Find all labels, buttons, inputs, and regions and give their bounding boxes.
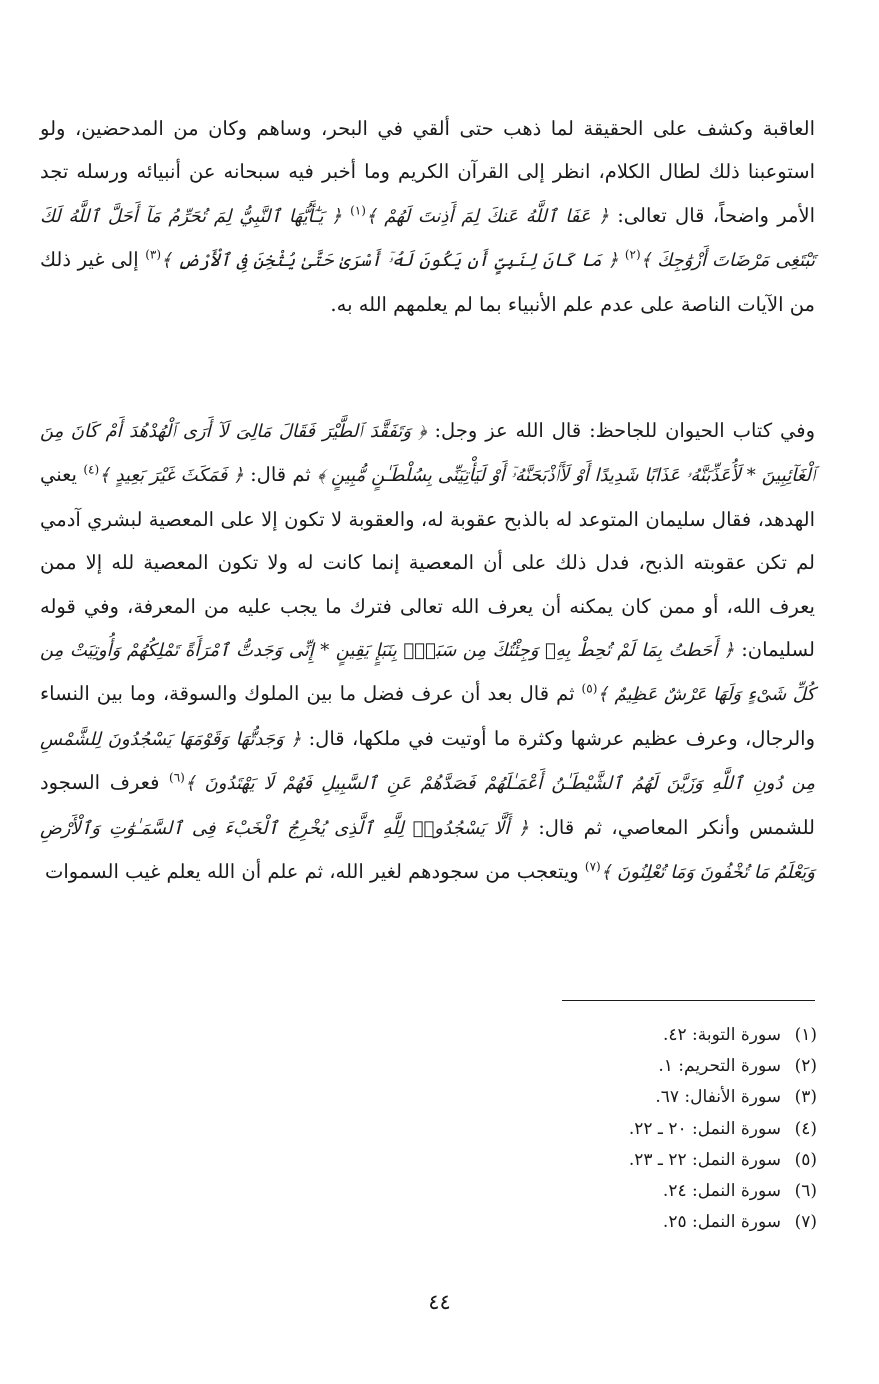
body-paragraph-2 bbox=[40, 409, 815, 894]
footnote-number: (٥) bbox=[794, 1149, 817, 1170]
quran-verse: ﴿ فَمَكَثَ غَيْرَ بَعِيدٍ ﴾ bbox=[99, 465, 244, 487]
footnote-item bbox=[417, 1114, 817, 1145]
footnote-number: (٧) bbox=[794, 1212, 817, 1233]
footnote-item bbox=[417, 1207, 817, 1238]
footnote-item bbox=[417, 1051, 817, 1082]
footnote-number: (٢) bbox=[794, 1056, 817, 1077]
footnote-number: (٦) bbox=[794, 1181, 817, 1202]
footnote-text: سورة النمل: ٢٢ ـ ٢٣. bbox=[628, 1149, 781, 1170]
paragraph-text: فعرف السجود للشمس وأنكر المعاصي، ثم قال: bbox=[40, 771, 815, 839]
page-number: ٤٤ bbox=[428, 1290, 451, 1314]
footnote-text: سورة التحريم: ١. bbox=[658, 1056, 781, 1077]
footnote-divider bbox=[562, 1000, 815, 1001]
quran-verse: ﴿ يَـٰٓأَيُّهَا ٱلنَّبِيُّ لِمَ تُحَرِّمُ مَآ أَحَلَّ ٱللَّهُ لَكَ تَبْتَغِى مَرْضَاتَ أَزْوَٰجِكَ ﴾ bbox=[40, 205, 815, 272]
paragraph-text: إلى غير ذلك من الآيات الناصة على عدم علم الأنبياء بما لم يعلمهم الله به. bbox=[40, 248, 815, 316]
footnote-item bbox=[417, 1176, 817, 1207]
footnote-item bbox=[417, 1020, 817, 1051]
footnote-ref: (٧) bbox=[584, 859, 601, 874]
footnote-item bbox=[417, 1145, 817, 1176]
footnote-ref: (١) bbox=[350, 203, 366, 218]
footnote-ref: (٥) bbox=[581, 681, 598, 696]
quran-verse: ﴿ عَفَا ٱللَّهُ عَنكَ لِمَ أَذِنتَ لَهُمْ ﴾ bbox=[365, 205, 609, 227]
quran-verse: ﴿ وَجَدتُّهَا وَقَوْمَهَا يَسْجُدُونَ لِلشَّمْسِ مِن دُونِ ٱللَّهِ وَزَيَّنَ لَهُمُ ٱلشَّيْطَـٰنُ أَعْمَـٰلَهُمْ فَصَدَّهُمْ عَنِ ٱلسَّبِيلِ فَهُمْ لَا يَهْتَدُونَ ﴾ bbox=[40, 728, 815, 795]
footnote-text: سورة النمل: ٢٤. bbox=[662, 1181, 781, 1202]
footnote-number: (٣) bbox=[794, 1087, 817, 1108]
footnote-number: (٤) bbox=[794, 1118, 817, 1139]
footnote-item bbox=[417, 1082, 817, 1113]
footnote-text: سورة النمل: ٢٠ ـ ٢٢. bbox=[628, 1118, 781, 1139]
quran-verse: ﴿ أَحَطتُ بِمَا لَمْ تُحِطْ بِهِۦ وَجِئْتُكَ مِن سَبَإٍۭ بِنَبَإٍ يَقِينٍ * إِنِّى وَجَدتُّ ٱمْرَأَةً تَمْلِكُهُمْ وَأُوتِيَتْ مِن كُلِّ شَىْءٍ وَلَهَا عَرْشٌ عَظِيمٌ ﴾ bbox=[40, 640, 815, 706]
footnote-ref: (٢) bbox=[624, 247, 641, 262]
paragraph-text: ثم قال بعد أن عرف فضل ما بين الملوك والسوقة، وما بين النساء والرجال، وعرف عظيم عرشها وكثرة ما أوتيت في ملكها، قال: bbox=[40, 682, 816, 750]
quran-verse: ﴿ وَتَفَقَّدَ ٱلطَّيْرَ فَقَالَ مَالِىَ لَآ أَرَى ٱلْهُدْهُدَ أَمْ كَانَ مِنَ ٱلْغَآئِبِينَ * لَأُعَذِّبَنَّهُۥ عَذَابًا شَدِيدًا أَوْ لَأَا۟ذْبَحَنَّهُۥٓ أَوْ لَيَأْتِيَنِّى بِسُلْطَـٰنٍ مُّبِينٍ ﴾ bbox=[40, 421, 816, 487]
footnotes-list bbox=[417, 1020, 817, 1238]
footnote-ref: (٣) bbox=[145, 247, 162, 262]
paragraph-text: يعني الهدهد، فقال سليمان المتوعد له بالذبح عقوبة له، والعقوبة لا تكون إلا على المعصية لبشري آدمي لم تكن عقوبته الذبح، فدل ذلك على أن المعصية إنما كانت له ولا تكون المعصية لله إلا ممن يعرف الله، أو ممن كان يمكنه أن يعرف الله تعالى فترك ما يجب عليه من المعرفة، وفي قوله لسليمان: bbox=[40, 463, 815, 662]
footnote-text: سورة النمل: ٢٥. bbox=[662, 1212, 781, 1233]
footnote-ref: (٤) bbox=[83, 462, 100, 477]
quran-verse: ﴿ أَلَّا يَسْجُدُوا۟ لِلَّهِ ٱلَّذِى يُخْرِجُ ٱلْخَبْءَ فِى ٱلسَّمَـٰوَٰتِ وَٱلْأَرْضِ وَيَعْلَمُ مَا تُخْفُونَ وَمَا تُعْلِنُونَ ﴾ bbox=[40, 817, 815, 884]
paragraph-text: ويتعجب من سجودهم لغير الله، ثم علم أن الله يعلم غيب السموات bbox=[44, 860, 579, 884]
footnote-ref: (٦) bbox=[169, 770, 185, 785]
footnote-text: سورة التوبة: ٤٢. bbox=[662, 1025, 781, 1045]
paragraph-text: وفي كتاب الحيوان للجاحظ: قال الله عز وجل: bbox=[434, 419, 816, 442]
footnote-number: (١) bbox=[794, 1025, 817, 1045]
paragraph-text: ثم قال: bbox=[250, 463, 311, 487]
body-paragraph-1 bbox=[40, 107, 815, 326]
quran-verse: ﴿ مَا كَانَ لِنَبِىٍّ أَن يَكُونَ لَهُۥٓ أَسْرَىٰ حَتَّىٰ يُثْخِنَ فِى ٱلْأَرْضِ ﴾ bbox=[161, 250, 619, 272]
footnote-text: سورة الأنفال: ٦٧. bbox=[655, 1087, 781, 1108]
paragraph-text: العاقبة وكشف على الحقيقة لما ذهب حتى ألقي في البحر، وساهم وكان من المدحضين، ولو استوعبنا ذلك لطال الكلام، انظر إلى القرآن الكريم وما أخبر فيه سبحانه عن أنبيائه ورسله تجد الأمر واضحاً، قال تعالى: bbox=[40, 117, 815, 227]
